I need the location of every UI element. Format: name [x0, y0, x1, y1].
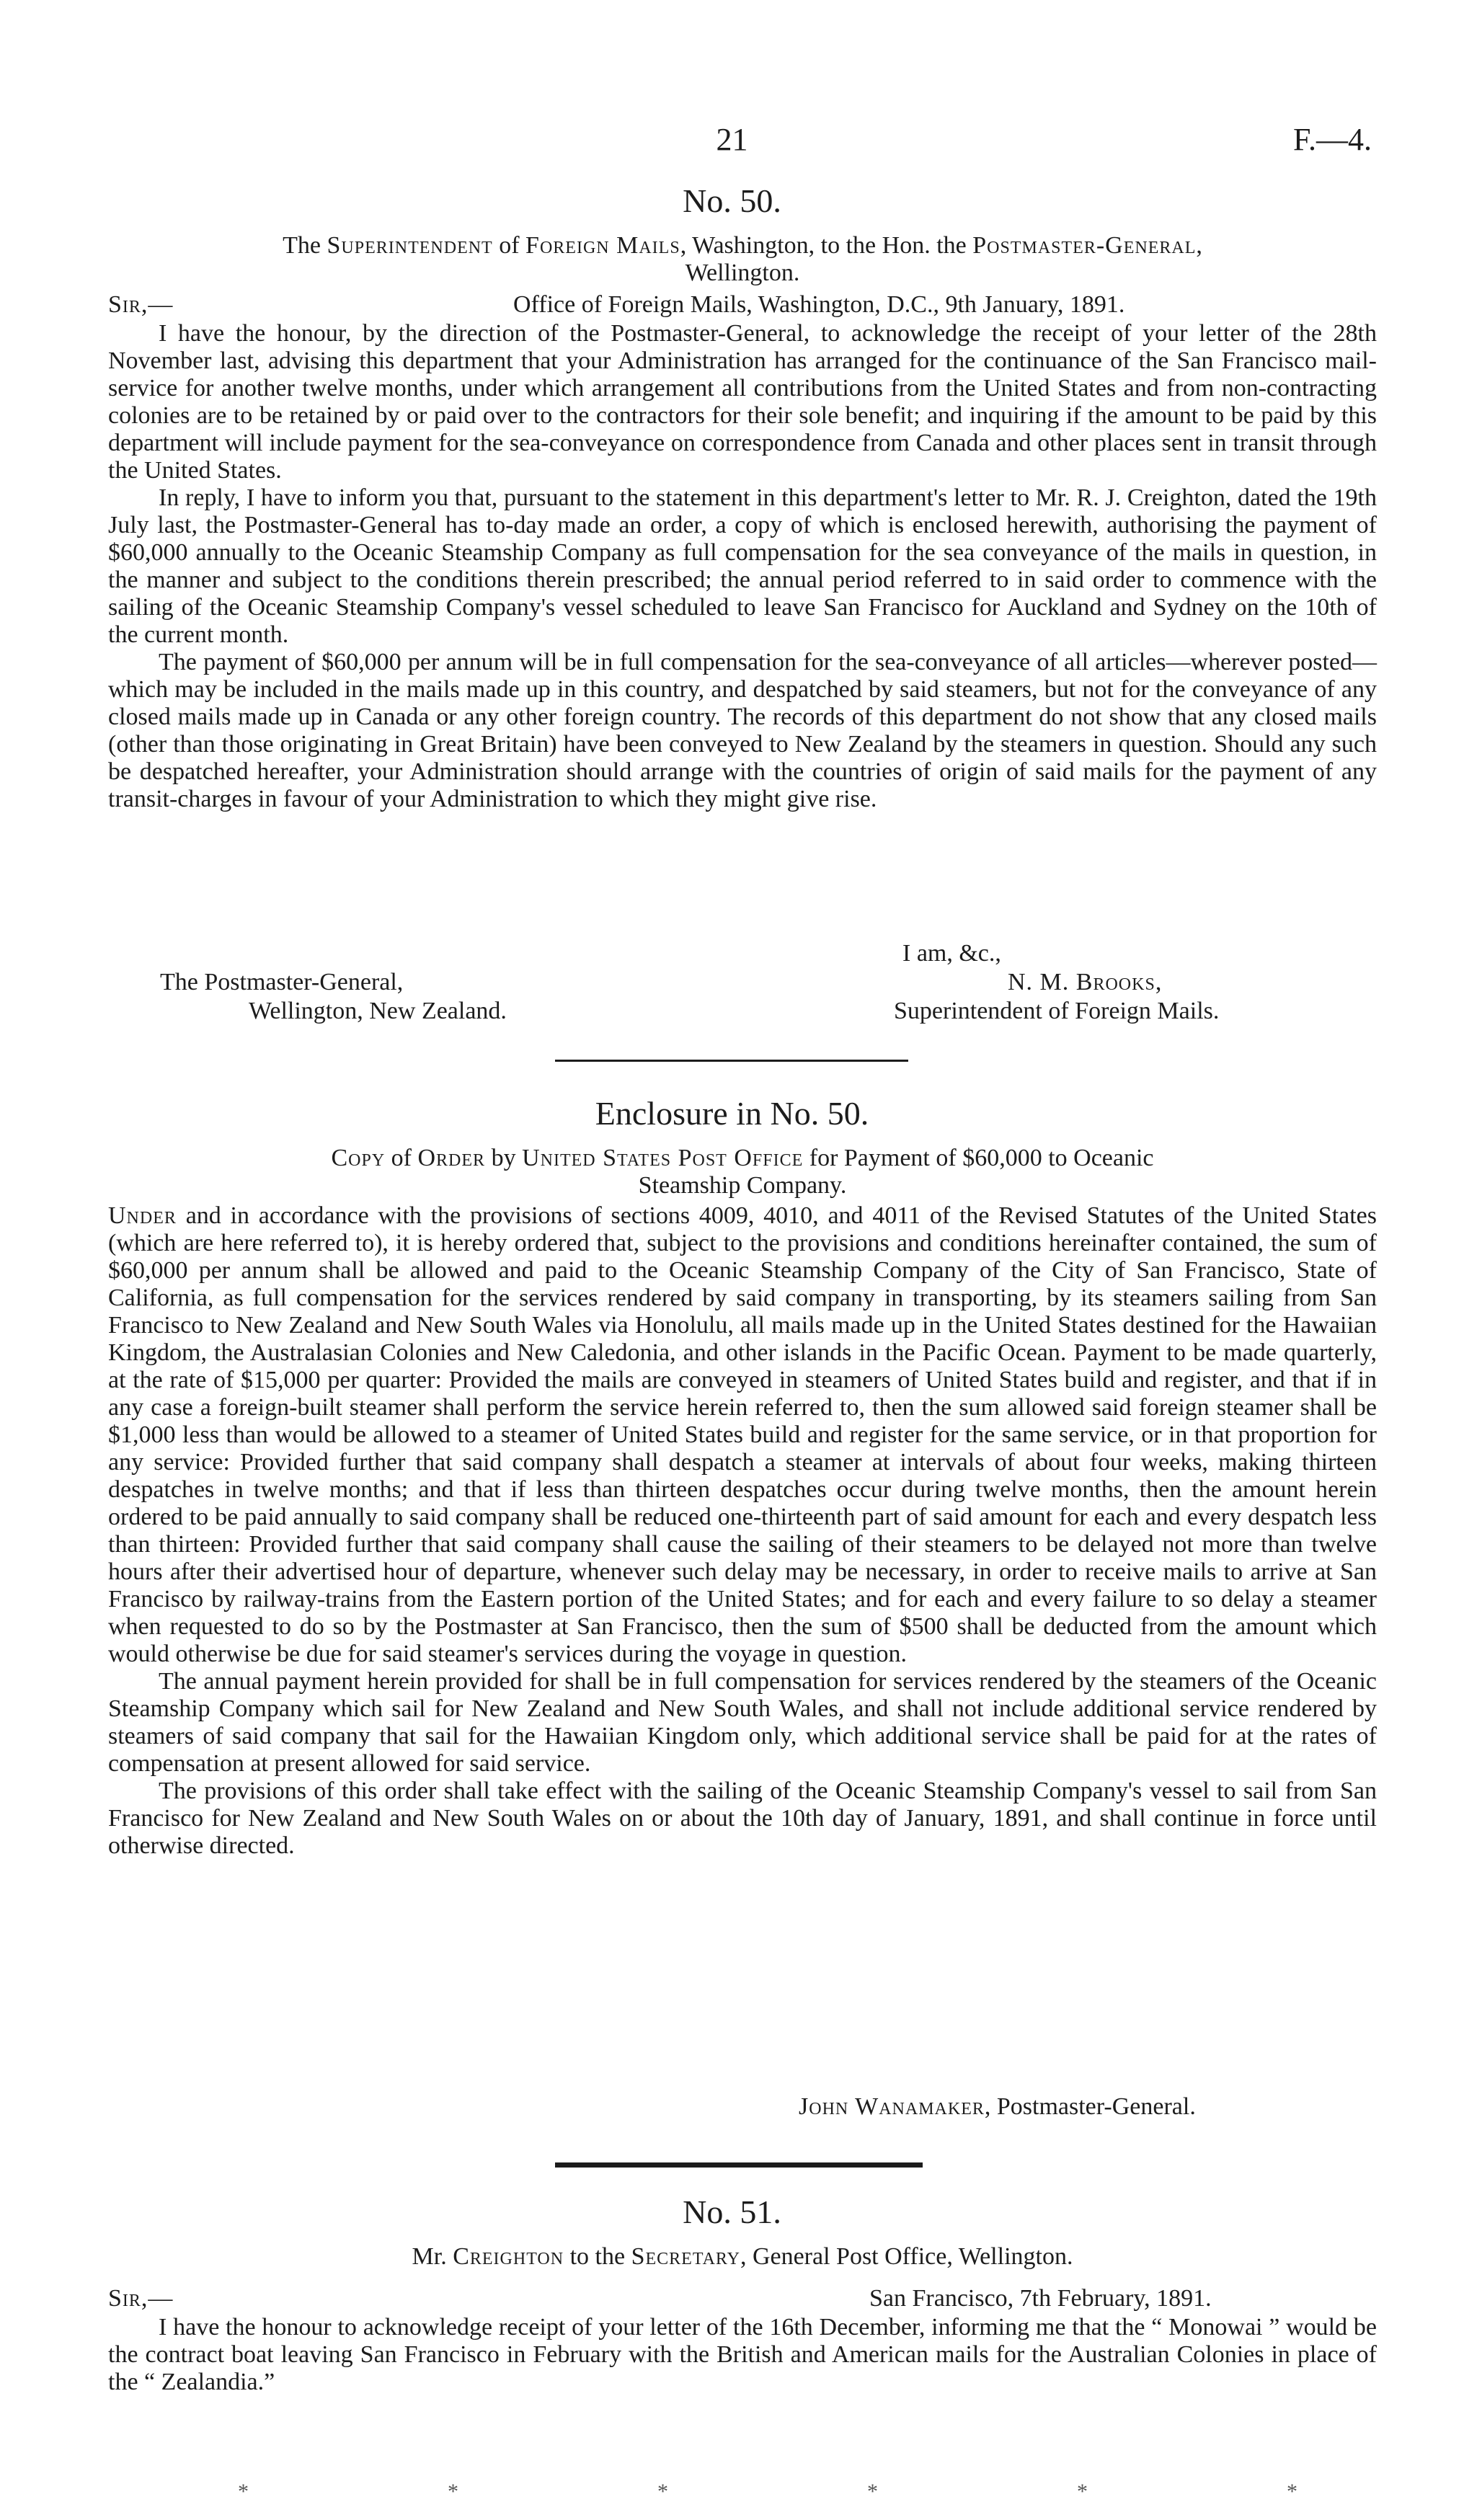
enclosure-subtitle: Copy of Order by United States Post Office for Payment of $60,000 to Oceanic Steamship Company.	[331, 1145, 1154, 1199]
letter-50-signer-title: Superintendent of Foreign Mails.	[894, 998, 1220, 1024]
enclosure-paragraph: The provisions of this order shall take effect with the sailing of the Oceanic Steamship Company's vessel to sail from San Francisco for New Zealand and New South Wales on or about the 10th day of January, 1891, and shall continue in force until otherwise directed.	[108, 1778, 1377, 1859]
enclosure-paragraph: Under and in accordance with the provisions of sections 4009, 4010, and 4011 of the Revised Statutes of the United States (which are here referred to), it is hereby ordered that, subject to the provisions and conditions hereinafter contained, the sum of $60,000 per annum shall be allowed and paid to the Oceanic Steamship Company of the City of San Francisco, State of California, as full compensation for the services rendered by said company in transporting, by its steamers sailing from San Francisco to New Zealand and New South Wales via Honolulu, all mails made up in the United States destined for the Hawaiian Kingdom, the Australasian Colonies and New Caledonia, and other islands in the Pacific Ocean. Payment to be made quarterly, at the rate of $15,000 per quarter: Provided the mails are conveyed in steamers of United States build and register, and that if in any case a foreign-built steamer shall perform the service herein referred to, then the sum allowed said foreign steamer shall be $1,000 less than would be allowed to a steamer of United States build and register for the same service, or in that proportion for any service: Provided further that said company shall despatch a steamer at intervals of about four weeks, making thirteen despatches in twelve months; and that if less than thirteen despatches occur during twelve months, then the amount herein ordered to be paid annually to said company shall be reduced one-thirteenth part of said amount for each and every despatch less than thirteen: Provided further that said company shall cause the sailing of their steamers to be delayed not more than twelve hours after their advertised hour of departure, whenever such delay may be necessary, in order to receive mails to arrive at San Francisco by railway-trains from the Eastern portion of the United States; and for each and every failure to so delay a steamer when requested to do so by the Postmaster at San Francisco, then the sum of $500 shall be deducted from the amount which would otherwise be due for said steamer's services during the voyage in question.	[108, 1202, 1377, 1667]
ellipsis-mark: *	[448, 2480, 458, 2503]
letter-50-recipient: The Postmaster-General,	[160, 969, 404, 995]
letter-50-signer-name: N. M. Brooks,	[1008, 969, 1163, 995]
ellipsis-mark: *	[867, 2480, 878, 2503]
ellipsis-mark: *	[238, 2480, 249, 2503]
letter-51-body	[108, 2314, 1377, 2396]
ellipsis-marks	[238, 2480, 1297, 2504]
letter-51-address: Mr. Creighton to the Secretary, General Post Office, Wellington.	[412, 2243, 1073, 2270]
ellipsis-mark: *	[1077, 2480, 1088, 2503]
letter-51-paragraph: I have the honour to acknowledge receipt of your letter of the 16th December, informing me that the “ Monowai ” would be the contract boat leaving San Francisco in February with the British and American mails for the Australian Colonies in place of the “ Zealandia.”	[108, 2314, 1377, 2395]
paper-code: F.—4.	[1293, 122, 1372, 157]
enclosure-body	[108, 1202, 1377, 1860]
letter-50-address: The Superintendent of Foreign Mails, Washington, to the Hon. the Postmaster-General, Wellington.	[283, 232, 1202, 286]
letter-51-place-date: San Francisco, 7th February, 1891.	[869, 2285, 1212, 2312]
ellipsis-mark: *	[1287, 2480, 1297, 2503]
letter-50-body	[108, 320, 1377, 813]
letter-50-closing: I am, &c.,	[902, 940, 1001, 967]
letter-50-place-date: Office of Foreign Mails, Washington, D.C., 9th January, 1891.	[513, 291, 1125, 318]
letter-50-paragraph: The payment of $60,000 per annum will be in full compensation for the sea-conveyance of all articles—wherever posted—which may be included in the mails made up in this country, and despatched by said steamers, but not for the conveyance of any closed mails made up in Canada or any other foreign country. The records of this department do not show that any closed mails (other than those originating in Great Britain) have been conveyed to New Zealand by the steamers in question. Should any such be despatched hereafter, your Administration should arrange with the countries of origin of said mails for the payment of any transit-charges in favour of your Administration to which they might give rise.	[108, 649, 1377, 812]
enclosure-paragraph: The annual payment herein provided for shall be in full compensation for services rendered by the steamers of the Oceanic Steamship Company which sail for New Zealand and New South Wales, and shall not include additional service rendered by steamers of said company that sail for the Hawaiian Kingdom only, which additional service shall be paid for at the rates of compensation at present allowed for said service.	[108, 1668, 1377, 1777]
page-number: 21	[716, 122, 748, 157]
ellipsis-mark: *	[657, 2480, 668, 2503]
letter-50-paragraph: In reply, I have to inform you that, pursuant to the statement in this department's letter to Mr. R. J. Creighton, dated the 19th July last, the Postmaster-General has to-day made an order, a copy of which is enclosed herewith, authorising the payment of $60,000 annually to the Oceanic Steamship Company as full compensation for the sea conveyance of the mails in question, in the manner and subject to the conditions therein prescribed; the annual period referred to in said order to commence with the sailing of the Oceanic Steamship Company's vessel scheduled to leave San Francisco for Auckland and Sydney on the 10th of the current month.	[108, 484, 1377, 648]
letter-50-salutation: Sir,—	[108, 291, 174, 318]
letter-51-salutation: Sir,—	[108, 2285, 174, 2312]
letter-50-title: No. 50.	[683, 182, 781, 219]
letter-50-paragraph: I have the honour, by the direction of the Postmaster-General, to acknowledge the receipt of your letter of the 28th November last, advising this department that your Administration has arranged for the continuance of the San Francisco mail-service for another twelve months, under which arrangement all contributions from the United States and from non-contracting colonies are to be retained by or paid over to the contractors for their sole benefit; and inquiring if the amount to be paid by this department will include payment for the sea-conveyance on correspondence from Canada and other places sent in transit through the United States.	[108, 320, 1377, 484]
section-divider-heavy	[555, 2162, 923, 2168]
enclosure-signature: John Wanamaker, Postmaster-General.	[799, 2093, 1196, 2120]
letter-50-recipient-place: Wellington, New Zealand.	[249, 998, 507, 1024]
letter-51-title: No. 51.	[683, 2193, 781, 2230]
section-divider	[555, 1060, 908, 1062]
enclosure-title: Enclosure in No. 50.	[595, 1095, 869, 1132]
